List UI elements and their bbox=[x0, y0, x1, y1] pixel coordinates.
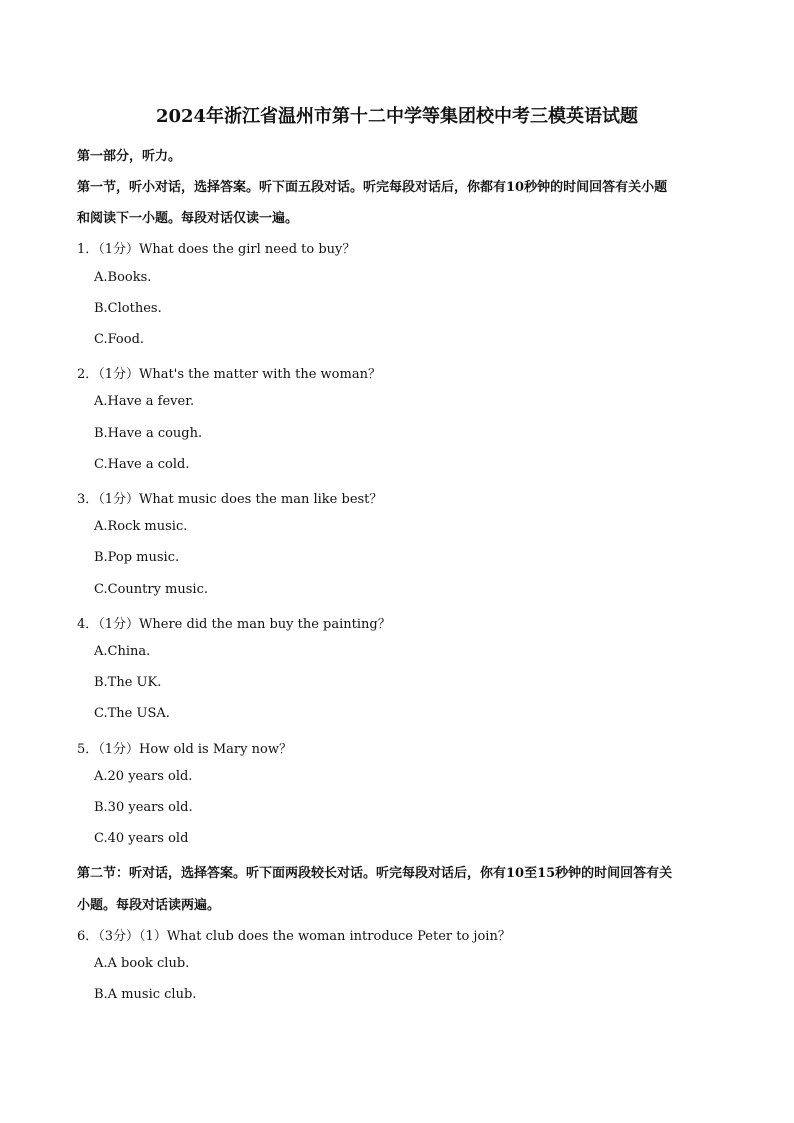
question-6-option-a: A.A book club. bbox=[94, 956, 190, 971]
question-3: 3．（1分）What music does the man like best？ bbox=[77, 492, 383, 507]
question-1-option-b: B.Clothes. bbox=[94, 301, 162, 316]
question-4-option-a: A.China. bbox=[94, 644, 151, 659]
section2-instructions-line1: 第二节：听对话，选择答案。听下面两段较长对话。听完每段对话后，你有10至15秒钟的时间回答有关 bbox=[77, 866, 673, 881]
question-3-option-b: B.Pop music. bbox=[94, 550, 180, 565]
question-3-option-a: A.Rock music. bbox=[94, 519, 188, 534]
question-4: 4．（1分）Where did the man buy the painting？ bbox=[77, 617, 391, 632]
question-1-option-a: A.Books. bbox=[94, 270, 152, 285]
section2-instructions-line2: 小题。每段对话读两遍。 bbox=[77, 898, 221, 913]
question-5-option-a: A.20 years old. bbox=[94, 769, 193, 784]
question-2-option-a: A.Have a fever. bbox=[94, 394, 195, 409]
question-2-option-c: C.Have a cold. bbox=[94, 457, 190, 472]
question-5: 5．（1分）How old is Mary now？ bbox=[77, 742, 292, 757]
question-5-option-b: B.30 years old. bbox=[94, 800, 193, 815]
question-3-option-c: C.Country music. bbox=[94, 582, 208, 597]
question-1: 1．（1分）What does the girl need to buy？ bbox=[77, 242, 356, 257]
question-4-option-c: C.The USA. bbox=[94, 706, 170, 721]
page-title: 2024年浙江省温州市第十二中学等集团校中考三模英语试题 bbox=[155, 106, 639, 127]
section1-instructions-line1: 第一节，听小对话，选择答案。听下面五段对话。听完每段对话后，你都有10秒钟的时间回答有关小题 bbox=[77, 180, 668, 195]
section1-instructions-line2: 和阅读下一小题。每段对话仅读一遍。 bbox=[77, 211, 299, 226]
question-1-option-c: C.Food. bbox=[94, 332, 145, 347]
question-2: 2．（1分）What's the matter with the woman？ bbox=[77, 367, 381, 382]
question-2-option-b: B.Have a cough. bbox=[94, 426, 203, 441]
question-6: 6．（3分）（1）What club does the woman introduce Peter to join？ bbox=[77, 929, 511, 944]
question-4-option-b: B.The UK. bbox=[94, 675, 162, 690]
question-6-option-b: B.A music club. bbox=[94, 987, 197, 1002]
question-5-option-c: C.40 years old bbox=[94, 831, 189, 846]
part-heading: 第一部分，听力。 bbox=[77, 149, 182, 164]
